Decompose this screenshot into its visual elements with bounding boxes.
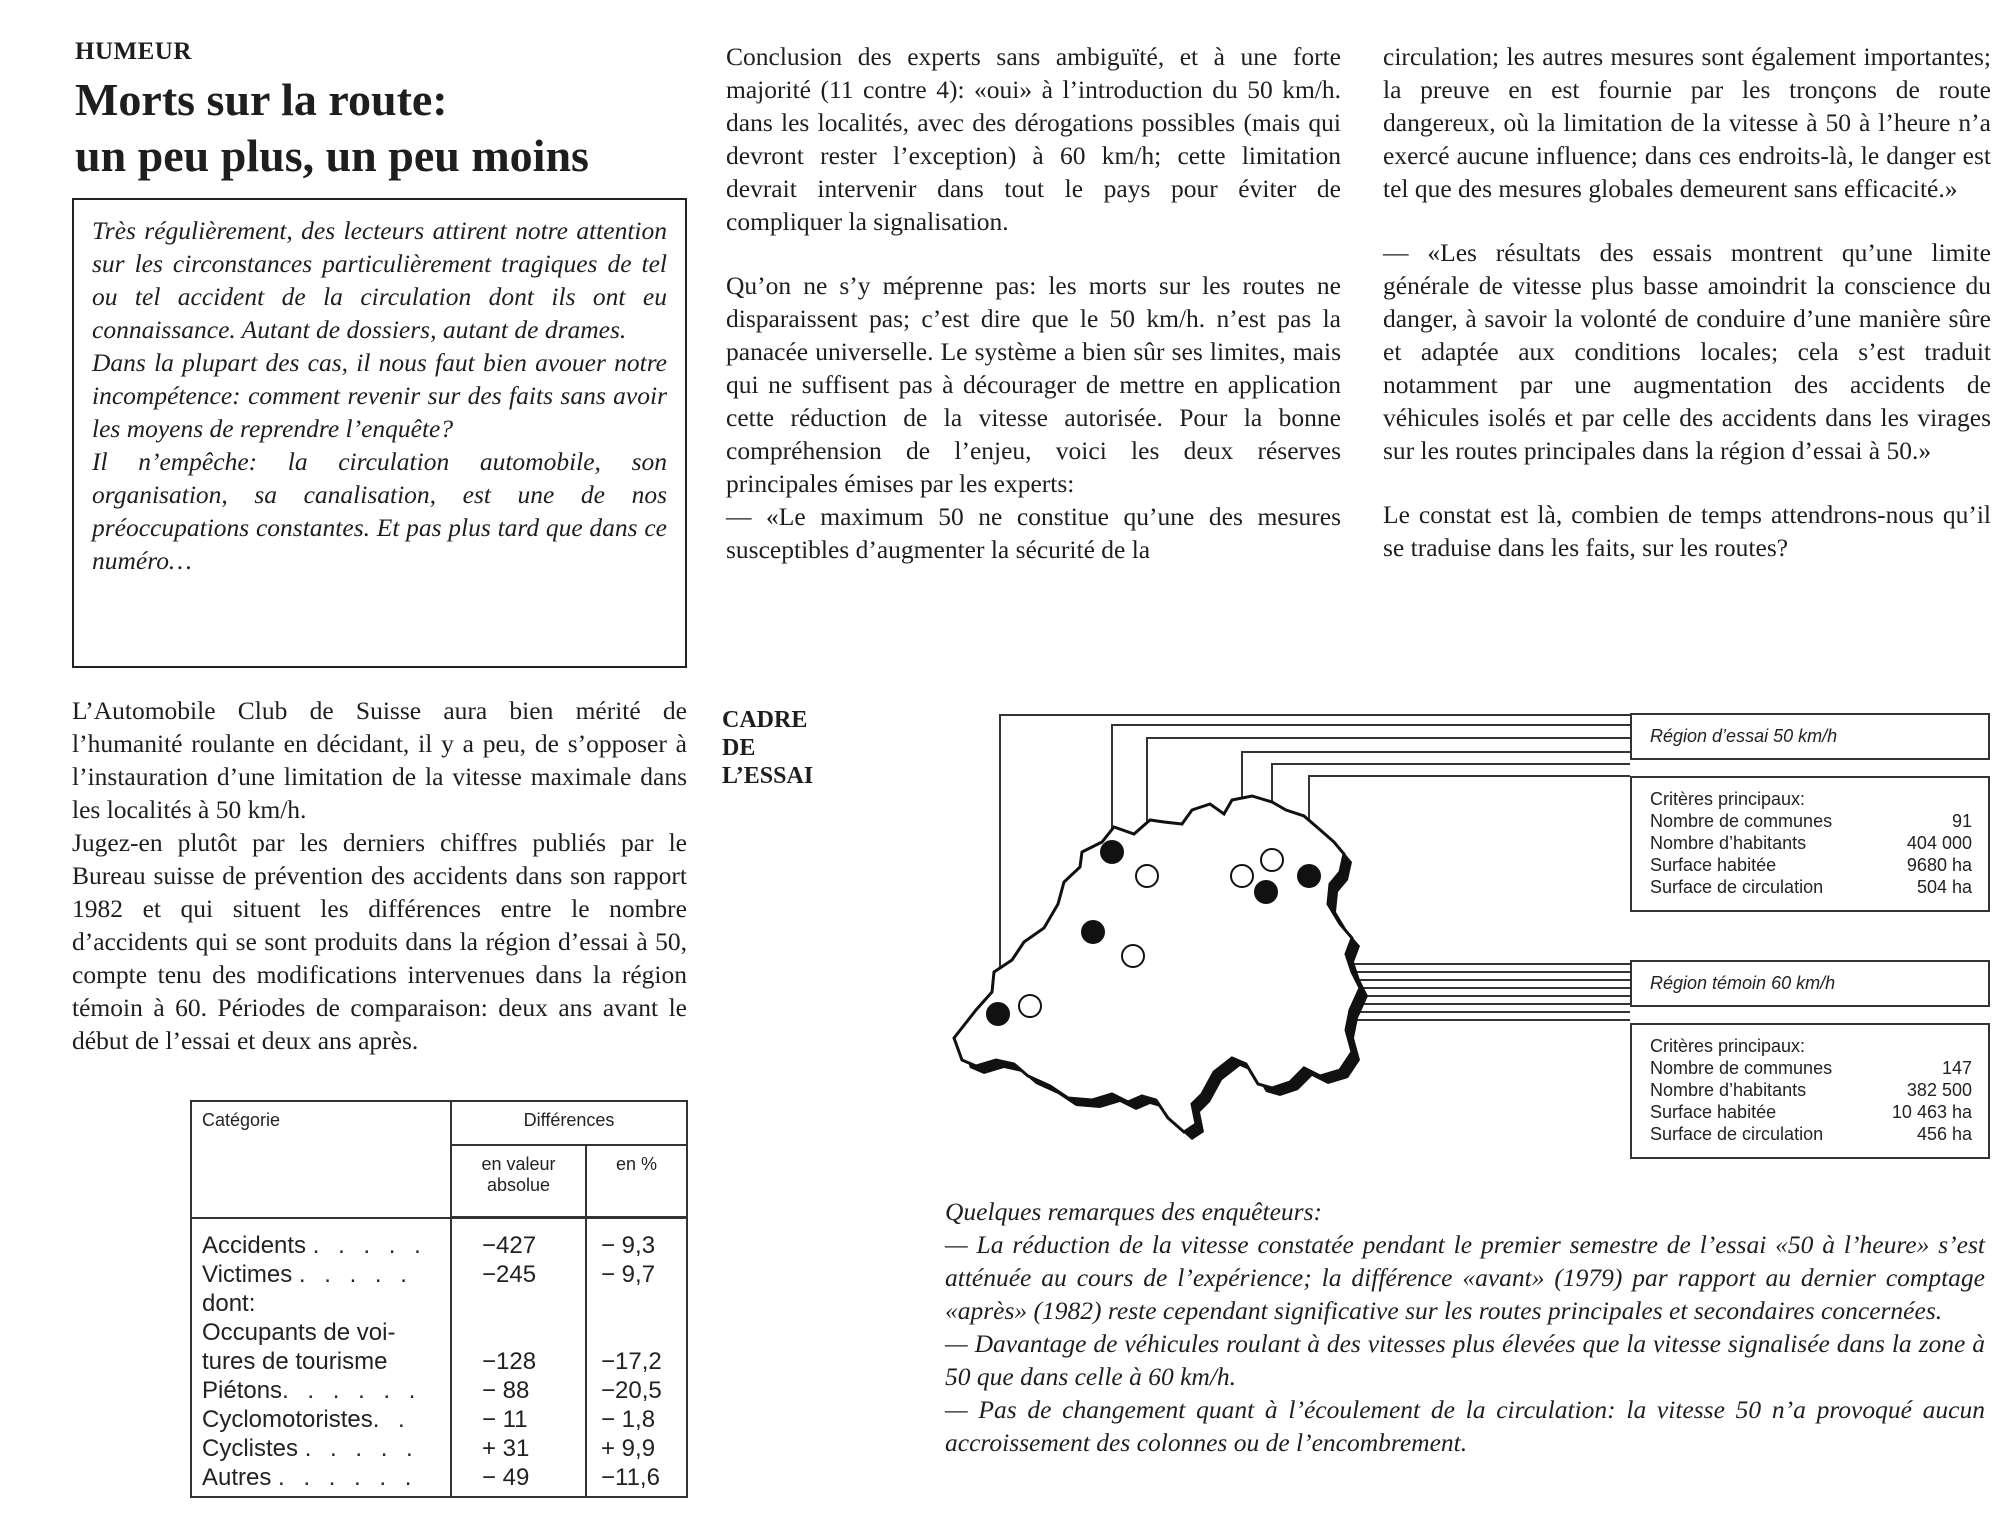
row-pct [586, 1289, 687, 1318]
switzerland-map [940, 700, 1640, 1180]
row-leader: . . . . . [312, 1231, 427, 1259]
test-region-criteria [1630, 776, 1990, 912]
control-region-title: Région témoin 60 km/h [1630, 960, 1990, 1007]
row-pct: − 9,3 [586, 1218, 687, 1261]
row-label: Accidents [202, 1231, 307, 1259]
row-label: Victimes [202, 1261, 293, 1288]
row-abs: − 49 [451, 1463, 586, 1497]
body-paragraph: Le constat est là, combien de temps attendrons-nous qu’il se traduise dans les faits, sur les routes? [1383, 500, 1991, 562]
table-row [191, 1218, 687, 1261]
row-label: Cyclistes [202, 1435, 299, 1462]
criteria-heading: Critères principaux: [1650, 1036, 1806, 1056]
row-pct: −17,2 [586, 1347, 687, 1376]
row-abs [451, 1318, 586, 1347]
table-row [191, 1289, 687, 1318]
row-label: Occupants de voi- [202, 1319, 396, 1346]
criteria-row: Surface habitée 9680 ha [1650, 855, 1972, 875]
table-row [191, 1260, 687, 1289]
figure-title-line: DE [722, 735, 756, 761]
body-paragraph: Jugez-en plutôt par les derniers chiffres publiés par le Bureau suisse de prévention des accidents dans son rapport 1982 et qui situent les différences entre le nombre d’accidents qui se sont produits dans la région d’essai à 50, compte tenu des modifications intervenues dans la région témoin à 60. Périodes de comparaison: deux ans avant le début de l’essai et deux ans après. [72, 828, 687, 1055]
test-site-marker [1298, 865, 1320, 887]
row-abs: − 88 [451, 1376, 586, 1405]
column-2-text [726, 40, 1341, 566]
row-pct: + 9,9 [586, 1434, 687, 1463]
body-paragraph: — «Les résultats des essais montrent qu’une limite générale de vitesse plus basse amoindrit la conscience du danger, à savoir la volonté de conduire d’une manière sûre et adaptée aux conditions locales; cela s’est traduit notamment par une augmentation des accidents de véhicules isolés et par celle des accidents dans les virages sur les routes principales dans la région d’essai à 50.» [1383, 238, 1991, 465]
test-site-marker [1082, 921, 1104, 943]
table-row [191, 1376, 687, 1405]
body-paragraph: Qu’on ne s’y méprenne pas: les morts sur les routes ne disparaissent pas; c’est dire que le 50 km/h. n’est pas la panacée universelle. Le système a bien sûr ses limites, mais qui ne suffisent pas à décourager de mettre en application cette réduction de la vitesse autorisée. Pour la bonne compréhension de l’enjeu, voici les deux réserves principales émises par les experts: [726, 271, 1341, 498]
row-leader: . . . . . [298, 1261, 413, 1288]
note-item: — Pas de changement quant à l’écoulement de la circulation: la vitesse 50 n’a provoqué aucun accroissement des colonnes ou de l’encombrement. [945, 1395, 1985, 1457]
header-category: Catégorie [191, 1101, 451, 1218]
column-1-text [72, 694, 687, 1057]
row-abs: −245 [451, 1260, 586, 1289]
column-3-text [1383, 40, 1991, 564]
headline-line-2: un peu plus, un peu moins [75, 130, 589, 181]
criteria-heading: Critères principaux: [1650, 789, 1806, 809]
test-site-marker [1101, 841, 1123, 863]
row-abs: − 11 [451, 1405, 586, 1434]
notes-heading: Quelques remarques des enquêteurs: [945, 1197, 1322, 1226]
note-item: — La réduction de la vitesse constatée pendant le premier semestre de l’essai «50 à l’heure» s’est atténuée au cours de l’expérience; la différence «avant» (1979) par rapport au dernier comptage «après» (1982) reste cependant significative sur les routes principales et secondaires concernées. [945, 1230, 1985, 1325]
test-site-marker [987, 1003, 1009, 1025]
row-label: dont: [202, 1290, 256, 1317]
test-region-title: Région d’essai 50 km/h [1630, 713, 1990, 760]
row-pct: −20,5 [586, 1376, 687, 1405]
figure-title-line: CADRE [722, 707, 808, 733]
header-percent: en % [586, 1145, 687, 1218]
table-row [191, 1347, 687, 1376]
note-item: — Davantage de véhicules roulant à des vitesses plus élevées que la vitesse signalisée dans la zone à 50 que dans celle à 60 km/h. [945, 1329, 1985, 1391]
criteria-row: Surface habitée 10 463 ha [1650, 1102, 1972, 1122]
row-leader: . . . . . . [278, 1464, 418, 1491]
figure-title [722, 706, 813, 790]
criteria-row: Nombre de communes 147 [1650, 1058, 1972, 1078]
figure-title-line: L’ESSAI [722, 763, 814, 789]
table-row [191, 1463, 687, 1497]
investigator-notes [945, 1195, 1985, 1459]
criteria-row: Nombre de communes 91 [1650, 811, 1972, 831]
body-paragraph: — «Le maximum 50 ne constitue qu’une des mesures susceptibles d’augmenter la sécurité de la [726, 502, 1341, 564]
section-kicker: HUMEUR [75, 38, 192, 65]
criteria-row: Nombre d’habitants 404 000 [1650, 833, 1972, 853]
row-leader: . . . . . [304, 1435, 419, 1462]
row-leader: . . [372, 1406, 411, 1433]
row-label: tures de tourisme [202, 1348, 388, 1375]
header-absolute: en valeur absolue [451, 1145, 586, 1218]
article-headline [75, 72, 695, 184]
intro-paragraph: Il n’empêche: la circulation automobile, son organisation, sa canalisation, est une de nos préoccupations constantes. Et pas plus tard que dans ce numéro… [92, 447, 667, 575]
control-region-criteria [1630, 1023, 1990, 1159]
table-row [191, 1405, 687, 1434]
body-paragraph: L’Automobile Club de Suisse aura bien mérité de l’humanité roulante en décidant, il y a peu, de s’opposer à l’instauration d’une limitation de la vitesse maximale dans les localités à 50 km/h. [72, 696, 687, 824]
row-abs: −427 [451, 1218, 586, 1261]
row-pct [586, 1318, 687, 1347]
body-paragraph: circulation; les autres mesures sont également importantes; la preuve en est fournie par les tronçons de route dangereux, où la limitation de la vitesse à 50 à l’heure n’a exercé aucune influence; dans ces endroits-là, le danger est tel que des mesures globales demeurent sans efficacité.» [1383, 42, 1991, 203]
control-site-marker [1261, 849, 1283, 871]
control-site-marker [1231, 865, 1253, 887]
table-row [191, 1318, 687, 1347]
row-abs [451, 1289, 586, 1318]
row-pct: −11,6 [586, 1463, 687, 1497]
table-row [191, 1434, 687, 1463]
headline-line-1: Morts sur la route: [75, 74, 448, 125]
row-leader: . . . . . . [282, 1377, 422, 1404]
control-site-marker [1122, 945, 1144, 967]
test-region-box [1630, 713, 1990, 912]
test-site-marker [1255, 881, 1277, 903]
header-differences: Différences [451, 1101, 687, 1145]
body-paragraph: Conclusion des experts sans ambiguïté, et à une forte majorité (11 contre 4): «oui» à l’introduction du 50 km/h. dans les localités, avec des dérogations possibles (mais qui devront rester l’exception) à 60 km/h; cette limitation devrait intervenir dans tout le pays pour éviter de compliquer la signalisation. [726, 42, 1341, 236]
row-label: Piétons [202, 1377, 283, 1404]
row-abs: + 31 [451, 1434, 586, 1463]
criteria-row: Surface de circulation 456 ha [1650, 1124, 1972, 1144]
row-label: Cyclomotoristes [202, 1406, 373, 1433]
control-site-marker [1019, 995, 1041, 1017]
row-pct: − 9,7 [586, 1260, 687, 1289]
intro-paragraph: Très régulièrement, des lecteurs attirent notre attention sur les circonstances particulièrement tragiques de tel ou tel accident de la circulation dont ils ont eu connaissance. Autant de dossiers, autant de drames. [92, 216, 667, 344]
row-label: Autres [202, 1464, 272, 1491]
control-site-marker [1136, 865, 1158, 887]
row-pct: − 1,8 [586, 1405, 687, 1434]
accident-differences-table [190, 1100, 688, 1498]
criteria-row: Nombre d’habitants 382 500 [1650, 1080, 1972, 1100]
intro-paragraph: Dans la plupart des cas, il nous faut bien avouer notre incompétence: comment revenir sur des faits sans avoir les moyens de reprendre l’enquête? [92, 348, 667, 443]
row-abs: −128 [451, 1347, 586, 1376]
intro-box [72, 198, 687, 668]
criteria-row: Surface de circulation 504 ha [1650, 877, 1972, 897]
control-region-box [1630, 960, 1990, 1159]
